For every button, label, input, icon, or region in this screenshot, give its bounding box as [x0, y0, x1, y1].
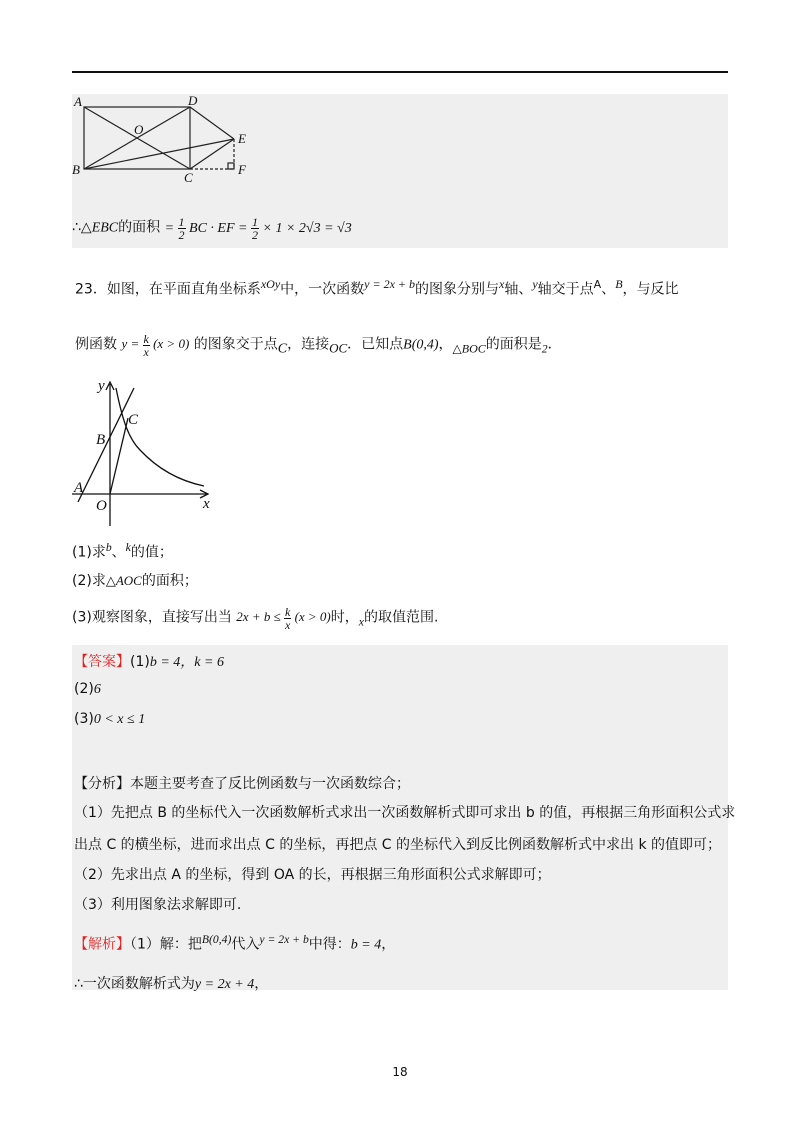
problem-line-2: 例函数 y = $\frac{k}{x}$ (x > 0) 的图象交于点$_C$，连接$_{OC}$．已知点B(0,4)，$_{\triangle BOC}$的面积是$_2$．: [75, 332, 562, 359]
origin-label: O: [96, 498, 107, 514]
area-line: ∴△EBC的面积 = $\frac{1}{2}$ BC · EF = $\frac{1}{2}$ × 1 × 2√3 = √3: [72, 215, 352, 242]
analysis-p1a: （1）先把点 B 的坐标代入一次函数解析式求出一次函数解析式即可求出 b 的值，再根据三角形面积公式求: [74, 805, 736, 821]
label-O: O: [134, 122, 144, 137]
question-3: (3)观察图象，直接写出当 2x + b ≤ $\frac{k}{x}$ (x > 0)时，$_x$的取值范围.: [72, 605, 439, 632]
label-C: C: [184, 170, 193, 184]
answer-line-1: 【答案】(1)b = 4，k = 6: [74, 654, 224, 670]
label-B: B: [72, 162, 80, 177]
label-D: D: [188, 94, 198, 108]
analysis-p2: （2）先求出点 A 的坐标，得到 OA 的长，再根据三角形面积公式求解即可；: [74, 867, 551, 883]
label-A: A: [74, 94, 82, 109]
analysis-p3: （3）利用图象法求解即可.: [74, 897, 242, 913]
axis-y-label: y: [98, 378, 105, 394]
analysis-p1b: 出点 C 的横坐标，进而求出点 C 的坐标，再把点 C 的坐标代入到反比例函数解析式中求出 k 的值即可；: [74, 837, 722, 853]
question-2: (2)求△AOC的面积；: [72, 573, 198, 589]
answer-line-2: (2)6: [74, 681, 101, 697]
point-B-label: B: [96, 432, 106, 448]
axis-x-label: x: [203, 496, 210, 512]
solution-line-2: ∴一次函数解析式为y = 2x + 4，: [74, 976, 269, 992]
analysis-intro: 【分析】本题主要考查了反比例函数与一次函数综合；: [74, 776, 410, 792]
point-C-label: C: [128, 412, 139, 428]
page-number: 18: [392, 1065, 408, 1079]
label-E: E: [238, 131, 246, 146]
label-F: F: [238, 162, 246, 177]
problem-line-1: 23．如图，在平面直角坐标系$^{xOy}$中，一次函数$^{y = 2x + b}$的图象分别与$^x$轴、$^y$轴交于点$^A$、$^B$，与反比: [75, 277, 679, 298]
header-rule: [72, 71, 728, 73]
function-graph: [70, 378, 220, 528]
question-1: (1)求$^b$、$^k$的值；: [72, 541, 173, 561]
answer-line-3: (3)0 < x ≤ 1: [74, 711, 146, 727]
rectangle-figure: [72, 94, 272, 184]
point-A-label: A: [74, 480, 84, 496]
solution-line-1: 【解析】（1）解：把$^{B(0,4)}$代入$^{y = 2x + b}$中得：b = 4，: [74, 933, 396, 953]
